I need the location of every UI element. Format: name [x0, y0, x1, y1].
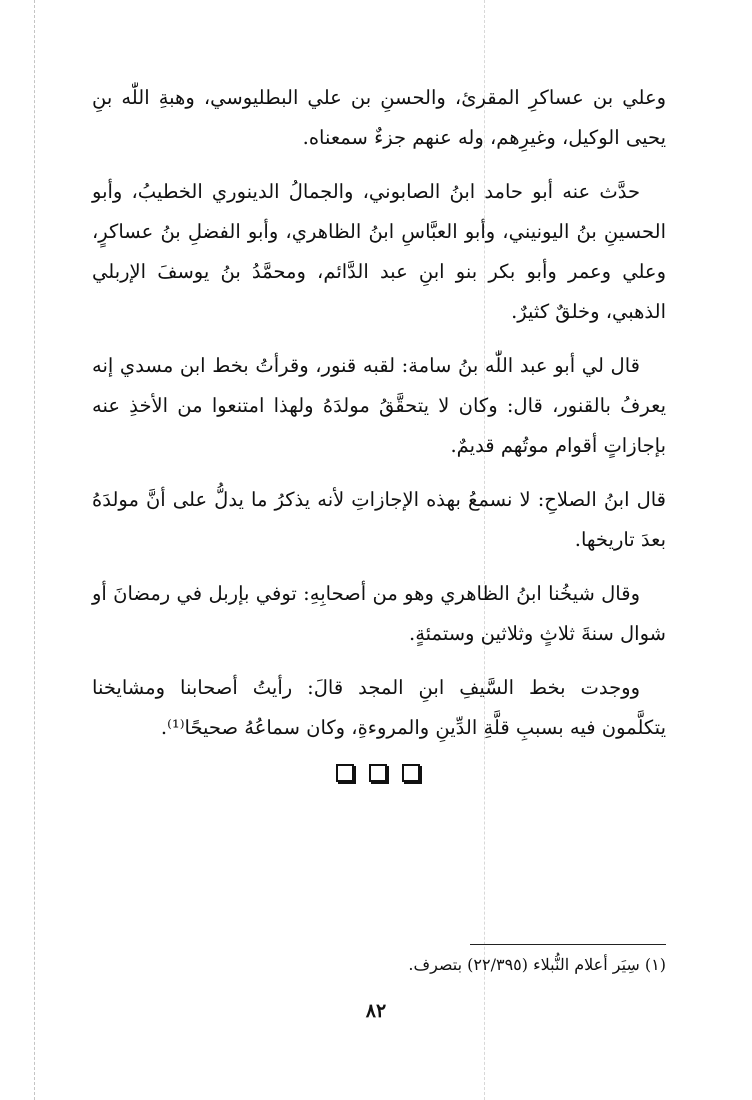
square-ornament-icon — [369, 764, 387, 782]
paragraph: ووجدت بخط السَّيفِ ابنِ المجد قالَ: رأيتُ أصحابنا ومشايخنا يتكلَّمون فيه بسببِ قلَّةِ الدِّينِ والمروءةِ، وكان سماعُهُ صحيحًا⁽¹⁾. — [92, 676, 666, 739]
paragraph: حدَّث عنه أبو حامد ابنُ الصابوني، والجمالُ الدينوري الخطيبُ، وأبو الحسينِ بنُ اليونيني، وأبو العبَّاسِ ابنُ الظاهري، وأبو الفضلِ بنُ عساكرٍ، وعلي وعمر وأبو بكر بنو ابنِ عبد الدَّائم، ومحمَّدُ بنُ يوسفَ الإربلي الذهبي، وخلقٌ كثيرٌ. — [92, 180, 666, 323]
page-number: ٨٢ — [365, 1000, 387, 1022]
footnote-separator — [470, 944, 666, 945]
scan-artifact-line — [34, 0, 35, 1100]
paragraph: وعلي بن عساكرِ المقرئ، والحسنِ بن علي البطليوسي، وهبةِ اللّٰه بنِ يحيى الوكيل، وغيرِهم، وله عنهم جزءٌ سمعناه. — [92, 86, 666, 149]
paragraph: وقال شيخُنا ابنُ الظاهري وهو من أصحابِهِ: توفي بإربل في رمضانَ أو شوال سنةَ ثلاثٍ وثلاثين وستمئةٍ. — [92, 582, 666, 645]
main-text — [92, 78, 666, 762]
square-ornament-icon — [402, 764, 420, 782]
square-ornament-icon — [336, 764, 354, 782]
section-divider-ornament — [336, 762, 420, 784]
footnote: (١) سِيَر أعلام النُّبلاء (٢٢/٣٩٥) بتصرف. — [408, 955, 666, 974]
paragraph: قال لي أبو عبد اللّٰه بنُ سامة: لقبه قنور، وقرأتُ بخط ابن مسدي إنه يعرفُ بالقنور، قال: وكان لا يتحقَّقُ مولدَهُ ولهذا امتنعوا من الأخذِ عنه بإجازاتٍ أقوام موتُهم قديمٌ. — [92, 354, 666, 457]
paragraph: قال ابنُ الصلاحِ: لا نسمعُ بهذه الإجازاتِ لأنه يذكرُ ما يدلُّ على أنَّ مولدَهُ بعدَ تاريخها. — [92, 488, 666, 551]
